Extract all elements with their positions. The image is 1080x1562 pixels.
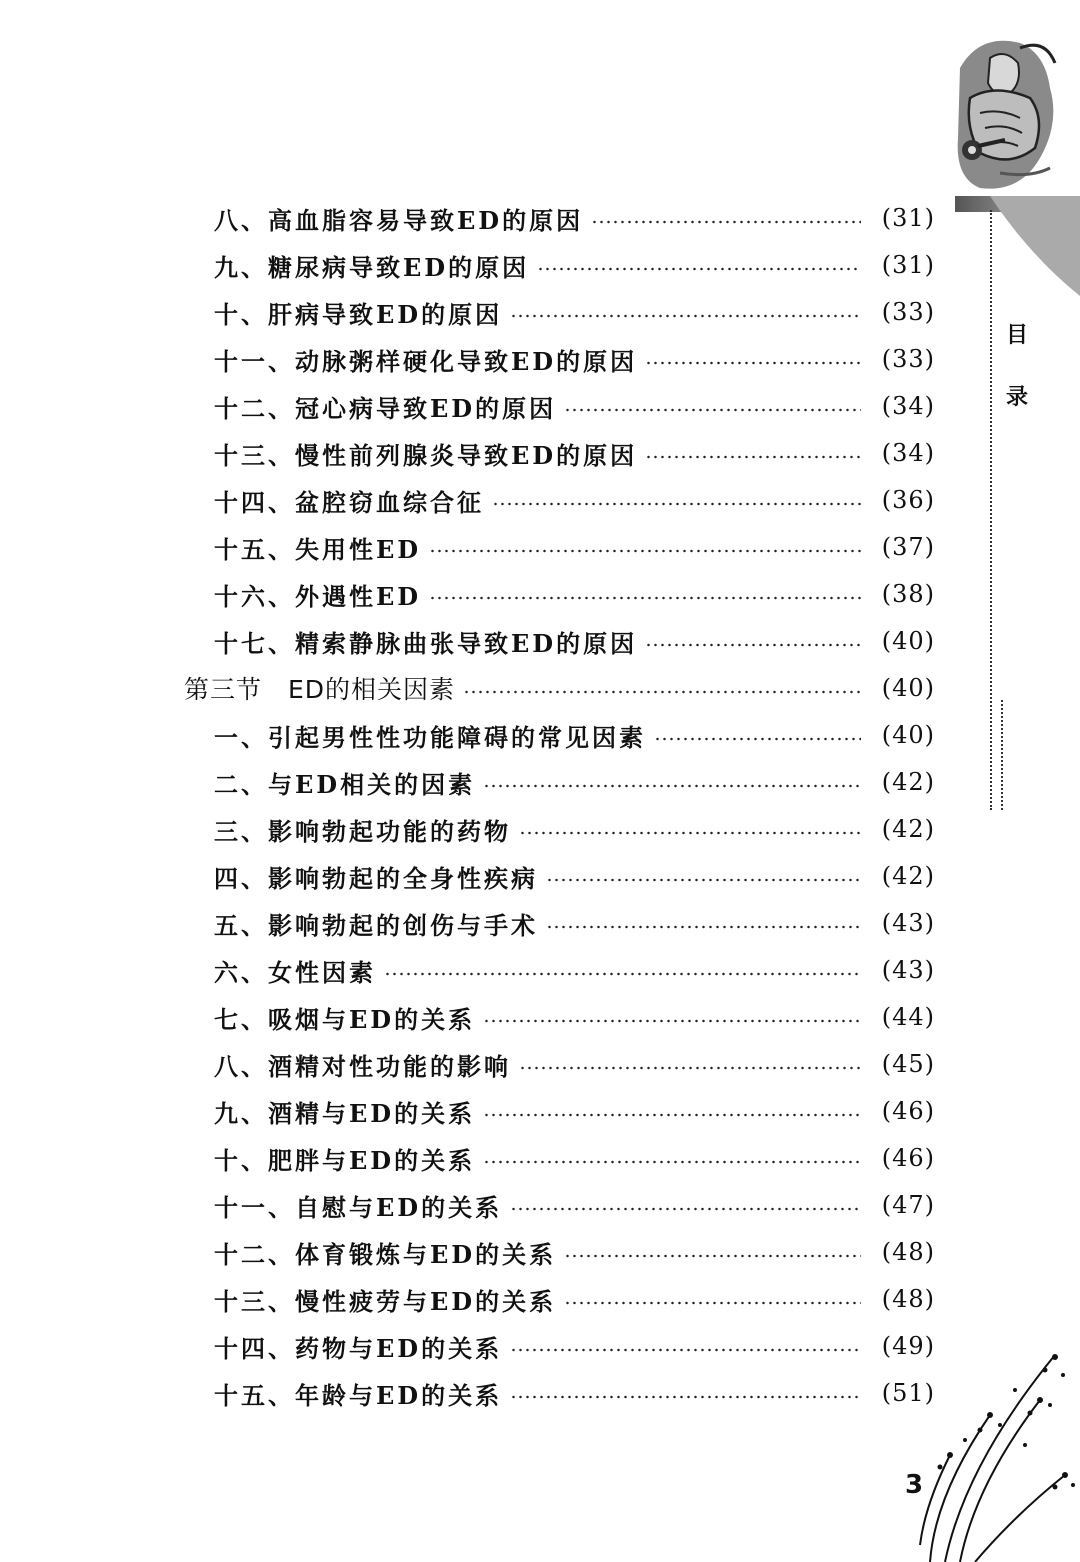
toc-entry-title: 十三、慢性疲劳与ED的关系 xyxy=(214,1286,557,1316)
toc-entry-page: (44) xyxy=(881,1003,935,1031)
toc-entry-page: (48) xyxy=(881,1238,935,1266)
toc-entry-page: (48) xyxy=(881,1285,935,1313)
toc-entry-title: 九、酒精与ED的关系 xyxy=(214,1098,476,1128)
dot-leader xyxy=(483,1113,861,1117)
toc-entry[interactable] xyxy=(0,997,935,1037)
toc-entry-title: 七、吸烟与ED的关系 xyxy=(214,1004,476,1034)
dot-leader xyxy=(564,408,861,412)
toc-entry[interactable] xyxy=(0,245,935,285)
toc-entry-page: (42) xyxy=(881,768,935,796)
toc-entry-title: 九、糖尿病导致ED的原因 xyxy=(214,252,530,282)
floral-sprig-icon xyxy=(905,1345,1080,1562)
page-number: 3 xyxy=(905,1470,924,1500)
toc-entry[interactable] xyxy=(0,1138,935,1178)
toc-entry-page: (36) xyxy=(881,486,935,514)
dot-leader xyxy=(510,1395,861,1399)
toc-entry[interactable] xyxy=(0,527,935,567)
dot-leader xyxy=(591,220,861,224)
toc-entry-page: (34) xyxy=(881,439,935,467)
tab-label-lu: 录 xyxy=(1006,385,1029,410)
toc-entry[interactable] xyxy=(0,950,935,990)
toc-entry-title: 十二、体育锻炼与ED的关系 xyxy=(214,1239,557,1269)
toc-section-heading[interactable] xyxy=(0,668,935,708)
toc-entry-page: (34) xyxy=(881,392,935,420)
toc-entry[interactable] xyxy=(0,621,935,661)
toc-entry[interactable] xyxy=(0,715,935,755)
toc-entry-page: (40) xyxy=(881,627,935,655)
tab-wedge-decoration xyxy=(990,196,1080,296)
toc-entry-title: 十、肥胖与ED的关系 xyxy=(214,1145,476,1175)
toc-entry-page: (51) xyxy=(881,1379,935,1407)
dot-leader xyxy=(510,1348,861,1352)
toc-entry[interactable] xyxy=(0,1232,935,1272)
dot-leader xyxy=(510,1207,861,1211)
toc-entry[interactable] xyxy=(0,1326,935,1366)
dot-leader xyxy=(492,502,861,506)
toc-entry[interactable] xyxy=(0,386,935,426)
toc-entry[interactable] xyxy=(0,762,935,802)
dot-leader xyxy=(429,596,861,600)
toc-entry-title: 十五、失用性ED xyxy=(214,534,422,564)
toc-entry[interactable] xyxy=(0,1091,935,1131)
toc-entry-page: (40) xyxy=(881,721,935,749)
toc-entry-title: 十七、精索静脉曲张导致ED的原因 xyxy=(214,628,638,658)
toc-entry-page: (37) xyxy=(881,533,935,561)
toc-entry[interactable] xyxy=(0,480,935,520)
toc-entry-title: 三、影响勃起功能的药物 xyxy=(214,816,511,846)
dot-leader xyxy=(645,455,861,459)
toc-entry-title: 一、引起男性性功能障碍的常见因素 xyxy=(214,722,646,752)
toc-entry-page: (33) xyxy=(881,345,935,373)
toc-entry-page: (31) xyxy=(881,204,935,232)
toc-entry-title: 八、酒精对性功能的影响 xyxy=(214,1051,511,1081)
toc-entry-page: (40) xyxy=(881,674,935,702)
tab-dotted-rule xyxy=(990,210,992,810)
dot-leader xyxy=(510,314,861,318)
dot-leader xyxy=(429,549,861,553)
toc-entry[interactable] xyxy=(0,1279,935,1319)
toc-entry-title: 第三节 ED的相关因素 xyxy=(184,675,456,704)
toc-entry-title: 十四、盆腔窃血综合征 xyxy=(214,487,484,517)
dot-leader xyxy=(483,1160,861,1164)
toc-entry[interactable] xyxy=(0,198,935,238)
dot-leader xyxy=(483,784,861,788)
dot-leader xyxy=(384,972,861,976)
tab-dotted-rule-inner xyxy=(1001,700,1003,810)
toc-entry-page: (46) xyxy=(881,1097,935,1125)
toc-entry-title: 十一、自慰与ED的关系 xyxy=(214,1192,503,1222)
dot-leader xyxy=(654,737,861,741)
toc-entry-page: (46) xyxy=(881,1144,935,1172)
toc-entry-title: 八、高血脂容易导致ED的原因 xyxy=(214,205,584,235)
toc-entry-page: (47) xyxy=(881,1191,935,1219)
toc-entry-title: 二、与ED相关的因素 xyxy=(214,769,476,799)
toc-entry-page: (42) xyxy=(881,815,935,843)
dot-leader xyxy=(546,925,861,929)
toc-entry-page: (31) xyxy=(881,251,935,279)
toc-entry[interactable] xyxy=(0,1373,935,1413)
toc-entry-title: 十三、慢性前列腺炎导致ED的原因 xyxy=(214,440,638,470)
toc-entry-page: (38) xyxy=(881,580,935,608)
dot-leader xyxy=(564,1301,861,1305)
toc-entry[interactable] xyxy=(0,339,935,379)
toc-entry-page: (45) xyxy=(881,1050,935,1078)
toc-entry[interactable] xyxy=(0,1044,935,1084)
dot-leader xyxy=(519,831,861,835)
toc-entry[interactable] xyxy=(0,292,935,332)
toc-entry-title: 十一、动脉粥样硬化导致ED的原因 xyxy=(214,346,638,376)
dot-leader xyxy=(537,267,861,271)
dot-leader xyxy=(463,690,861,694)
tab-label-mu: 目 xyxy=(1006,323,1029,348)
toc-entry[interactable] xyxy=(0,433,935,473)
toc-entry-title: 十、肝病导致ED的原因 xyxy=(214,299,503,329)
toc-entry-page: (42) xyxy=(881,862,935,890)
dot-leader xyxy=(645,361,861,365)
toc-entry[interactable] xyxy=(0,574,935,614)
dot-leader xyxy=(645,643,861,647)
dot-leader xyxy=(519,1066,861,1070)
toc-entry-page: (43) xyxy=(881,909,935,937)
toc-entry-title: 十六、外遇性ED xyxy=(214,581,422,611)
toc-entry-title: 十二、冠心病导致ED的原因 xyxy=(214,393,557,423)
toc-entry-title: 五、影响勃起的创伤与手术 xyxy=(214,910,538,940)
toc-entry-page: (33) xyxy=(881,298,935,326)
toc-entry-page: (43) xyxy=(881,956,935,984)
toc-entry-title: 四、影响勃起的全身性疾病 xyxy=(214,863,538,893)
dot-leader xyxy=(564,1254,861,1258)
toc-entry[interactable] xyxy=(0,903,935,943)
toc-entry[interactable] xyxy=(0,809,935,849)
toc-entry[interactable] xyxy=(0,856,935,896)
dot-leader xyxy=(483,1019,861,1023)
dot-leader xyxy=(546,878,861,882)
toc-entry[interactable] xyxy=(0,1185,935,1225)
toc-entry-title: 十四、药物与ED的关系 xyxy=(214,1333,503,1363)
toc-entry-title: 十五、年龄与ED的关系 xyxy=(214,1380,503,1410)
toc-entry-page: (49) xyxy=(881,1332,935,1360)
toc-entry-title: 六、女性因素 xyxy=(214,957,376,987)
muscleman-illustration-icon xyxy=(950,28,1065,203)
